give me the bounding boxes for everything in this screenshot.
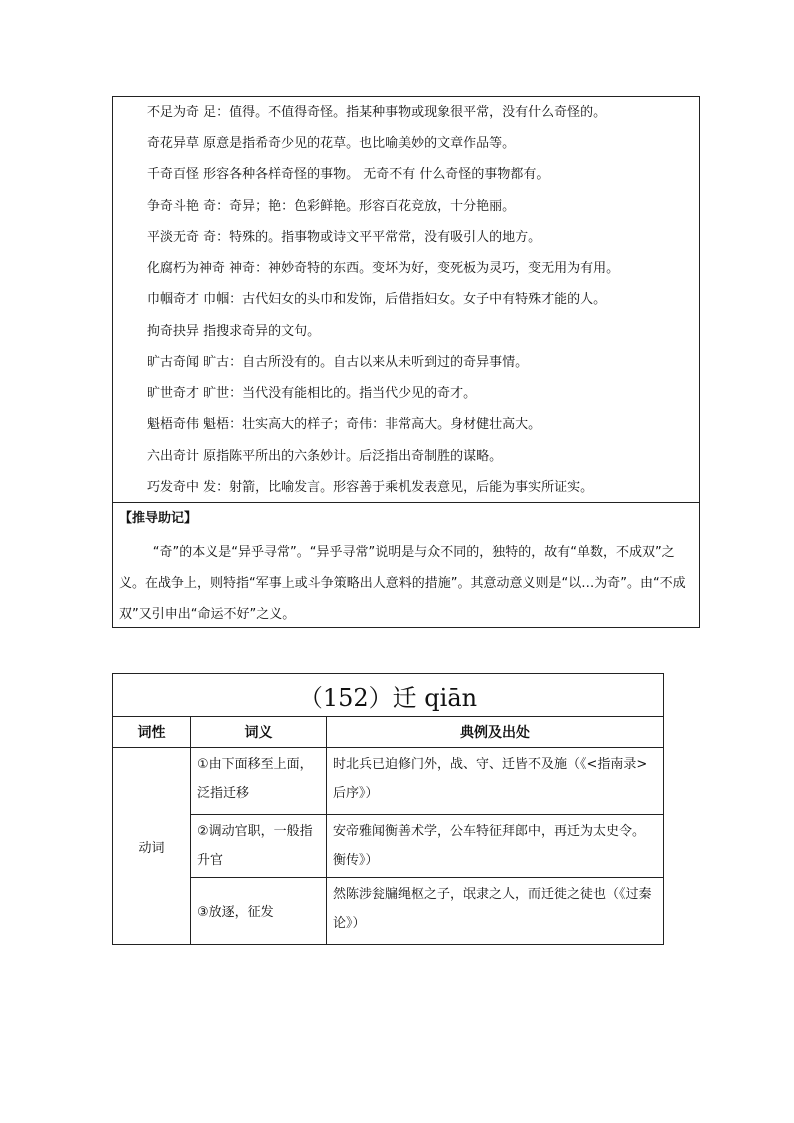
idiom-item: 平淡无奇 奇：特殊的。指事物或诗文平平常常，没有吸引人的地方。 — [147, 230, 542, 245]
idiom-item: 巧发奇中 发：射箭，比喻发言。形容善于乘机发表意见，后能为事实所证实。 — [147, 480, 594, 495]
header-meaning: 词义 — [191, 717, 327, 748]
part-of-speech: 动词 — [113, 748, 191, 945]
idiom-list — [113, 97, 699, 501]
vocabulary-table — [112, 673, 664, 945]
sense-meaning: ②调动官职，一般指升官 — [191, 815, 327, 878]
idiom-item: 千奇百怪 形容各种各样奇怪的事物。 无奇不有 什么奇怪的事物都有。 — [147, 167, 550, 182]
idiom-item: 争奇斗艳 奇：奇异；艳：色彩鲜艳。形容百花竞放，十分艳丽。 — [147, 199, 516, 214]
idiom-item: 奇花异草 原意是指希奇少见的花草。也比喻美妙的文章作品等。 — [147, 136, 516, 151]
idiom-item: 旷世奇才 旷世：当代没有能相比的。指当代少见的奇才。 — [147, 386, 477, 401]
idiom-item: 魁梧奇伟 魁梧：壮实高大的样子；奇伟：非常高大。身材健壮高大。 — [147, 417, 542, 432]
idiom-item: 拘奇抉异 指搜求奇异的文句。 — [147, 324, 321, 339]
idiom-item: 旷古奇闻 旷古：自古所没有的。自古以来从未听到过的奇异事情。 — [147, 355, 529, 370]
idiom-list-box — [112, 96, 700, 628]
header-pos: 词性 — [113, 717, 191, 748]
idiom-item: 不足为奇 足：值得。不值得奇怪。指某种事物或现象很平常，没有什么奇怪的。 — [147, 105, 607, 120]
mnemonic-heading: 【推导助记】 — [119, 511, 198, 526]
sense-example: 时北兵已迫修门外，战、守、迁皆不及施（《<指南录>后序》） — [327, 748, 664, 815]
sense-meaning: ①由下面移至上面，泛指迁移 — [191, 748, 327, 815]
sense-meaning: ③放逐，征发 — [191, 878, 327, 945]
idiom-item: 化腐朽为神奇 神奇：神妙奇特的东西。变坏为好，变死板为灵巧，变无用为有用。 — [147, 261, 620, 276]
table-row — [113, 748, 664, 815]
sense-example: 然陈涉瓮牖绳枢之子，氓隶之人，而迁徙之徒也（《过秦论》） — [327, 878, 664, 945]
entry-title: （152）迁 qiān — [113, 674, 664, 717]
mnemonic-text: “奇”的本义是“异乎寻常”。“异乎寻常”说明是与众不同的，独特的，故有“单数，不成双”之义。在战争上，则特指“军事上或斗争策略出人意料的措施”。其意动意义则是“以…为奇”。由“不成双”又引申出“命运不好”之义。 — [119, 545, 686, 622]
table-row — [113, 815, 664, 878]
table-row — [113, 878, 664, 945]
idiom-item: 六出奇计 原指陈平所出的六条妙计。后泛指出奇制胜的谋略。 — [147, 449, 503, 464]
header-example: 典例及出处 — [327, 717, 664, 748]
idiom-item: 巾帼奇才 巾帼：古代妇女的头巾和发饰，后借指妇女。女子中有特殊才能的人。 — [147, 292, 607, 307]
sense-example: 安帝雅闻衡善术学，公车特征拜郎中，再迁为太史令。衡传》） — [327, 815, 664, 878]
section-divider — [113, 502, 699, 503]
